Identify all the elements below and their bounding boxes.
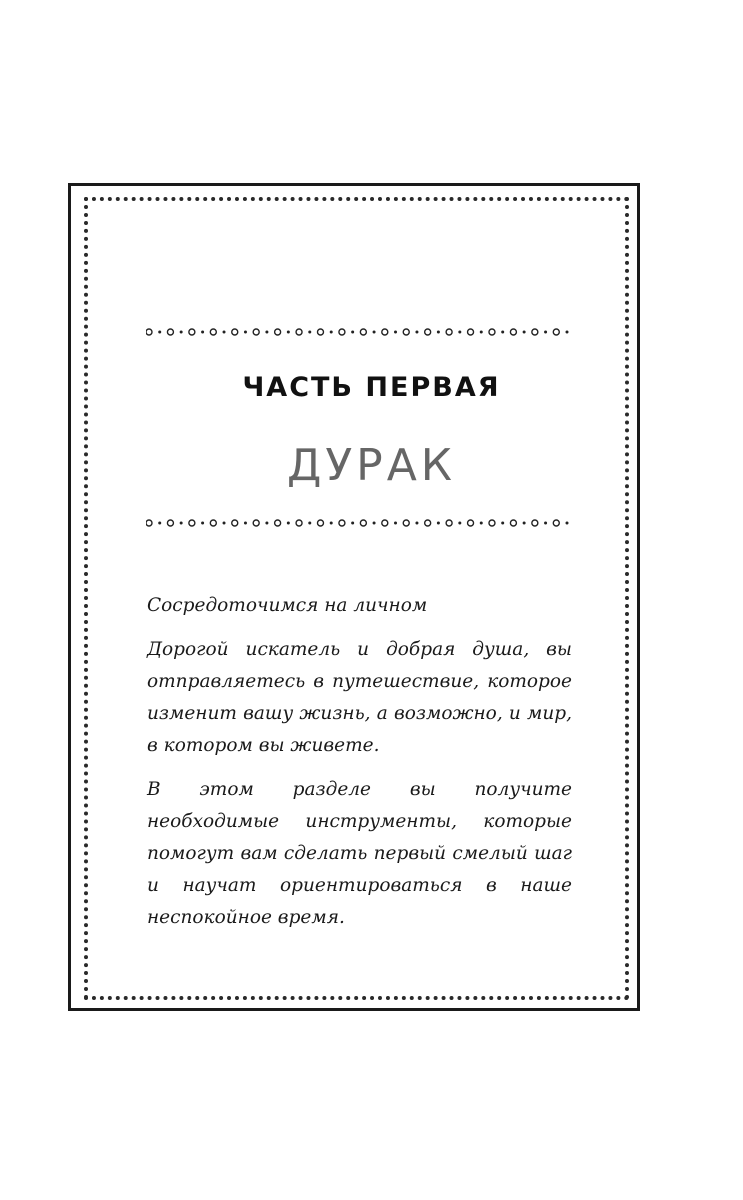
- ornament-dot: [501, 522, 504, 525]
- ornament-dot: [158, 522, 161, 525]
- intro-heading: Сосредоточимся на личном: [147, 595, 428, 616]
- ornament-dot: [458, 522, 461, 525]
- ornament-dot: [544, 331, 547, 334]
- ornament-ring: [489, 520, 495, 526]
- ornament-ring: [275, 520, 281, 526]
- ornament-dot: [394, 331, 397, 334]
- ornament-ring: [489, 329, 495, 335]
- ornament-dot: [308, 522, 311, 525]
- ornament-ring: [253, 520, 259, 526]
- ornament-dot: [244, 522, 247, 525]
- ornament-ring: [146, 329, 152, 335]
- ornament-dot: [244, 331, 247, 334]
- ornament-dot: [394, 522, 397, 525]
- ornament-dot: [201, 522, 204, 525]
- ornament-dot: [415, 331, 418, 334]
- ornament-ring: [425, 329, 431, 335]
- ornament-ring: [468, 329, 474, 335]
- ornament-dot: [373, 331, 376, 334]
- ornament-ring: [210, 329, 216, 335]
- ornament-ring: [553, 520, 559, 526]
- ornament-dot: [351, 522, 354, 525]
- ornament-ring: [360, 520, 366, 526]
- ornament-ring: [510, 329, 516, 335]
- ornament-dot: [544, 522, 547, 525]
- ornament-ring: [403, 329, 409, 335]
- ornament-ring: [167, 520, 173, 526]
- ornament-dot: [287, 522, 290, 525]
- ornament-ring: [382, 520, 388, 526]
- part-label: ЧАСТЬ ПЕРВАЯ: [242, 372, 501, 403]
- ornament-ring: [189, 520, 195, 526]
- ornament-ring: [553, 329, 559, 335]
- ornament-dot: [437, 331, 440, 334]
- ornament-ring: [146, 520, 152, 526]
- intro-text-block: [147, 590, 572, 946]
- ornament-ring: [296, 520, 302, 526]
- ornament-ring: [339, 329, 345, 335]
- ornament-dot: [330, 331, 333, 334]
- ornament-ring: [232, 520, 238, 526]
- ornament-dot: [265, 522, 268, 525]
- ornament-dot: [308, 331, 311, 334]
- ornament-dot: [566, 522, 569, 525]
- ornament-ring: [317, 520, 323, 526]
- ornament-dot: [458, 331, 461, 334]
- ornament-ring: [189, 329, 195, 335]
- ornament-dot: [480, 522, 483, 525]
- ornament-ring: [532, 520, 538, 526]
- ornament-dot: [180, 522, 183, 525]
- ornament-ring: [510, 520, 516, 526]
- ornament-dot: [351, 331, 354, 334]
- ornament-dot: [480, 331, 483, 334]
- ornament-ring: [317, 329, 323, 335]
- ornament-ring: [468, 520, 474, 526]
- ornament-ring: [167, 329, 173, 335]
- ornament-ring: [446, 520, 452, 526]
- ornament-dot: [437, 522, 440, 525]
- ornament-dot: [265, 331, 268, 334]
- ornament-dot: [223, 331, 226, 334]
- ornament-dot: [287, 331, 290, 334]
- ornament-ring: [296, 329, 302, 335]
- ornament-dot: [223, 522, 226, 525]
- ornament-dot: [523, 522, 526, 525]
- ornament-ring: [253, 329, 259, 335]
- ornament-ring: [360, 329, 366, 335]
- ornament-dot: [158, 331, 161, 334]
- ornament-ring: [275, 329, 281, 335]
- ornament-ring: [532, 329, 538, 335]
- part-title: ДУРАК: [286, 440, 457, 491]
- ornament-dot: [373, 522, 376, 525]
- ornament-dot: [566, 331, 569, 334]
- ornament-dot: [501, 331, 504, 334]
- ornament-ring: [403, 520, 409, 526]
- ornament-dot: [523, 331, 526, 334]
- ornament-divider-top: [146, 326, 570, 338]
- ornament-ring: [446, 329, 452, 335]
- ornament-ring: [232, 329, 238, 335]
- ornament-ring: [339, 520, 345, 526]
- ornament-dot: [201, 331, 204, 334]
- ornament-ring: [425, 520, 431, 526]
- intro-paragraph-2: В этом разделе вы получите необходимые инструменты, которые помогут вам сделать первый смелый шаг и научат ориентироваться в наше неспокойное время.: [147, 779, 572, 928]
- ornament-dot: [180, 331, 183, 334]
- ornament-dot: [415, 522, 418, 525]
- ornament-divider-bottom: [146, 517, 570, 529]
- ornament-ring: [210, 520, 216, 526]
- intro-paragraph-1: Дорогой искатель и добрая душа, вы отправляетесь в путешествие, которое изменит вашу жизнь, а возможно, и мир, в котором вы живете.: [147, 639, 572, 756]
- ornament-dot: [330, 522, 333, 525]
- ornament-ring: [382, 329, 388, 335]
